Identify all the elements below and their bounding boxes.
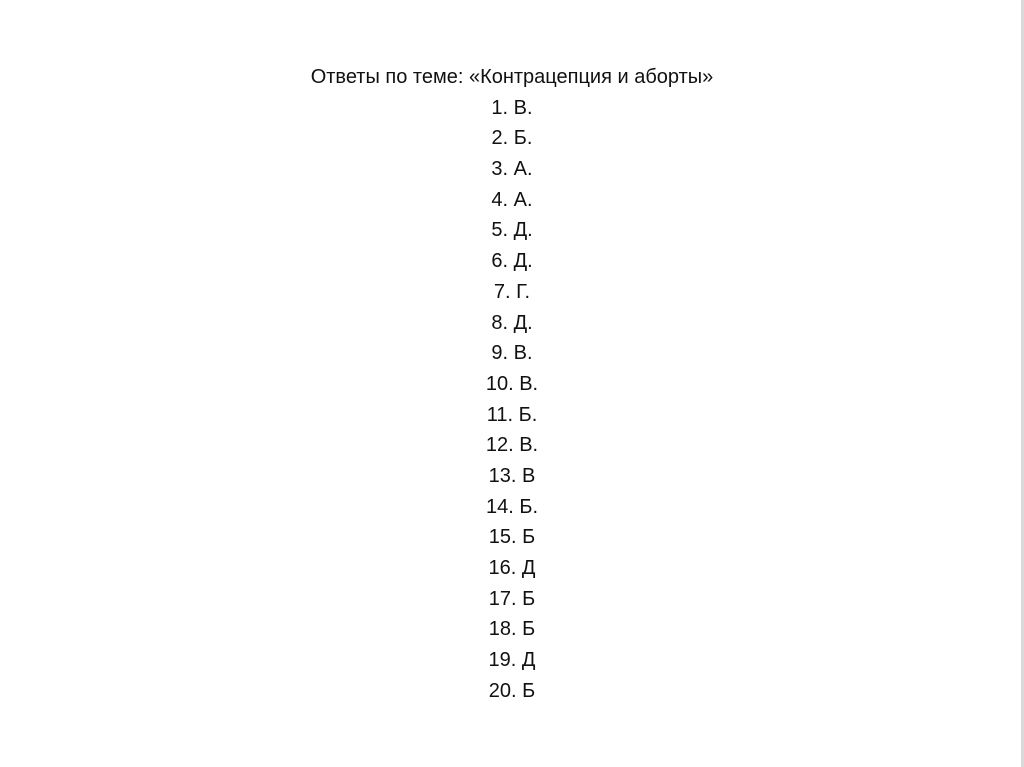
answer-line-2: 2. Б. [491,127,533,150]
answer-line-8: 8. Д. [491,311,533,334]
answer-line-16: 16. Д [488,557,536,579]
answer-line-4: 4. А. [491,188,533,211]
slide-title: Ответы по теме: «Контрацепция и аборты» [310,66,714,88]
answer-line-9: 9. В. [491,342,533,365]
answer-line-7: 7. Г. [493,280,531,303]
answer-line-1: 1. В. [491,96,533,119]
answer-line-3: 3. А. [491,158,533,181]
answer-line-15: 15. Б [488,526,536,549]
answer-line-17: 17. Б [488,587,536,610]
answer-line-6: 6. Д. [491,250,533,273]
answer-line-12: 12. В. [485,434,539,457]
answer-line-14: 14. Б. [485,495,539,518]
answer-line-19: 19. Д [488,649,536,672]
answer-line-5: 5. Д. [491,219,533,242]
answers-text-block [0,62,1024,706]
answer-line-20: 20. Б [488,679,536,702]
answer-line-11: 11. Б. [486,403,538,426]
answer-line-10: 10. В. [485,372,539,395]
answer-line-18: 18. Б [488,618,536,641]
answer-line-13: 13. В [488,464,536,487]
